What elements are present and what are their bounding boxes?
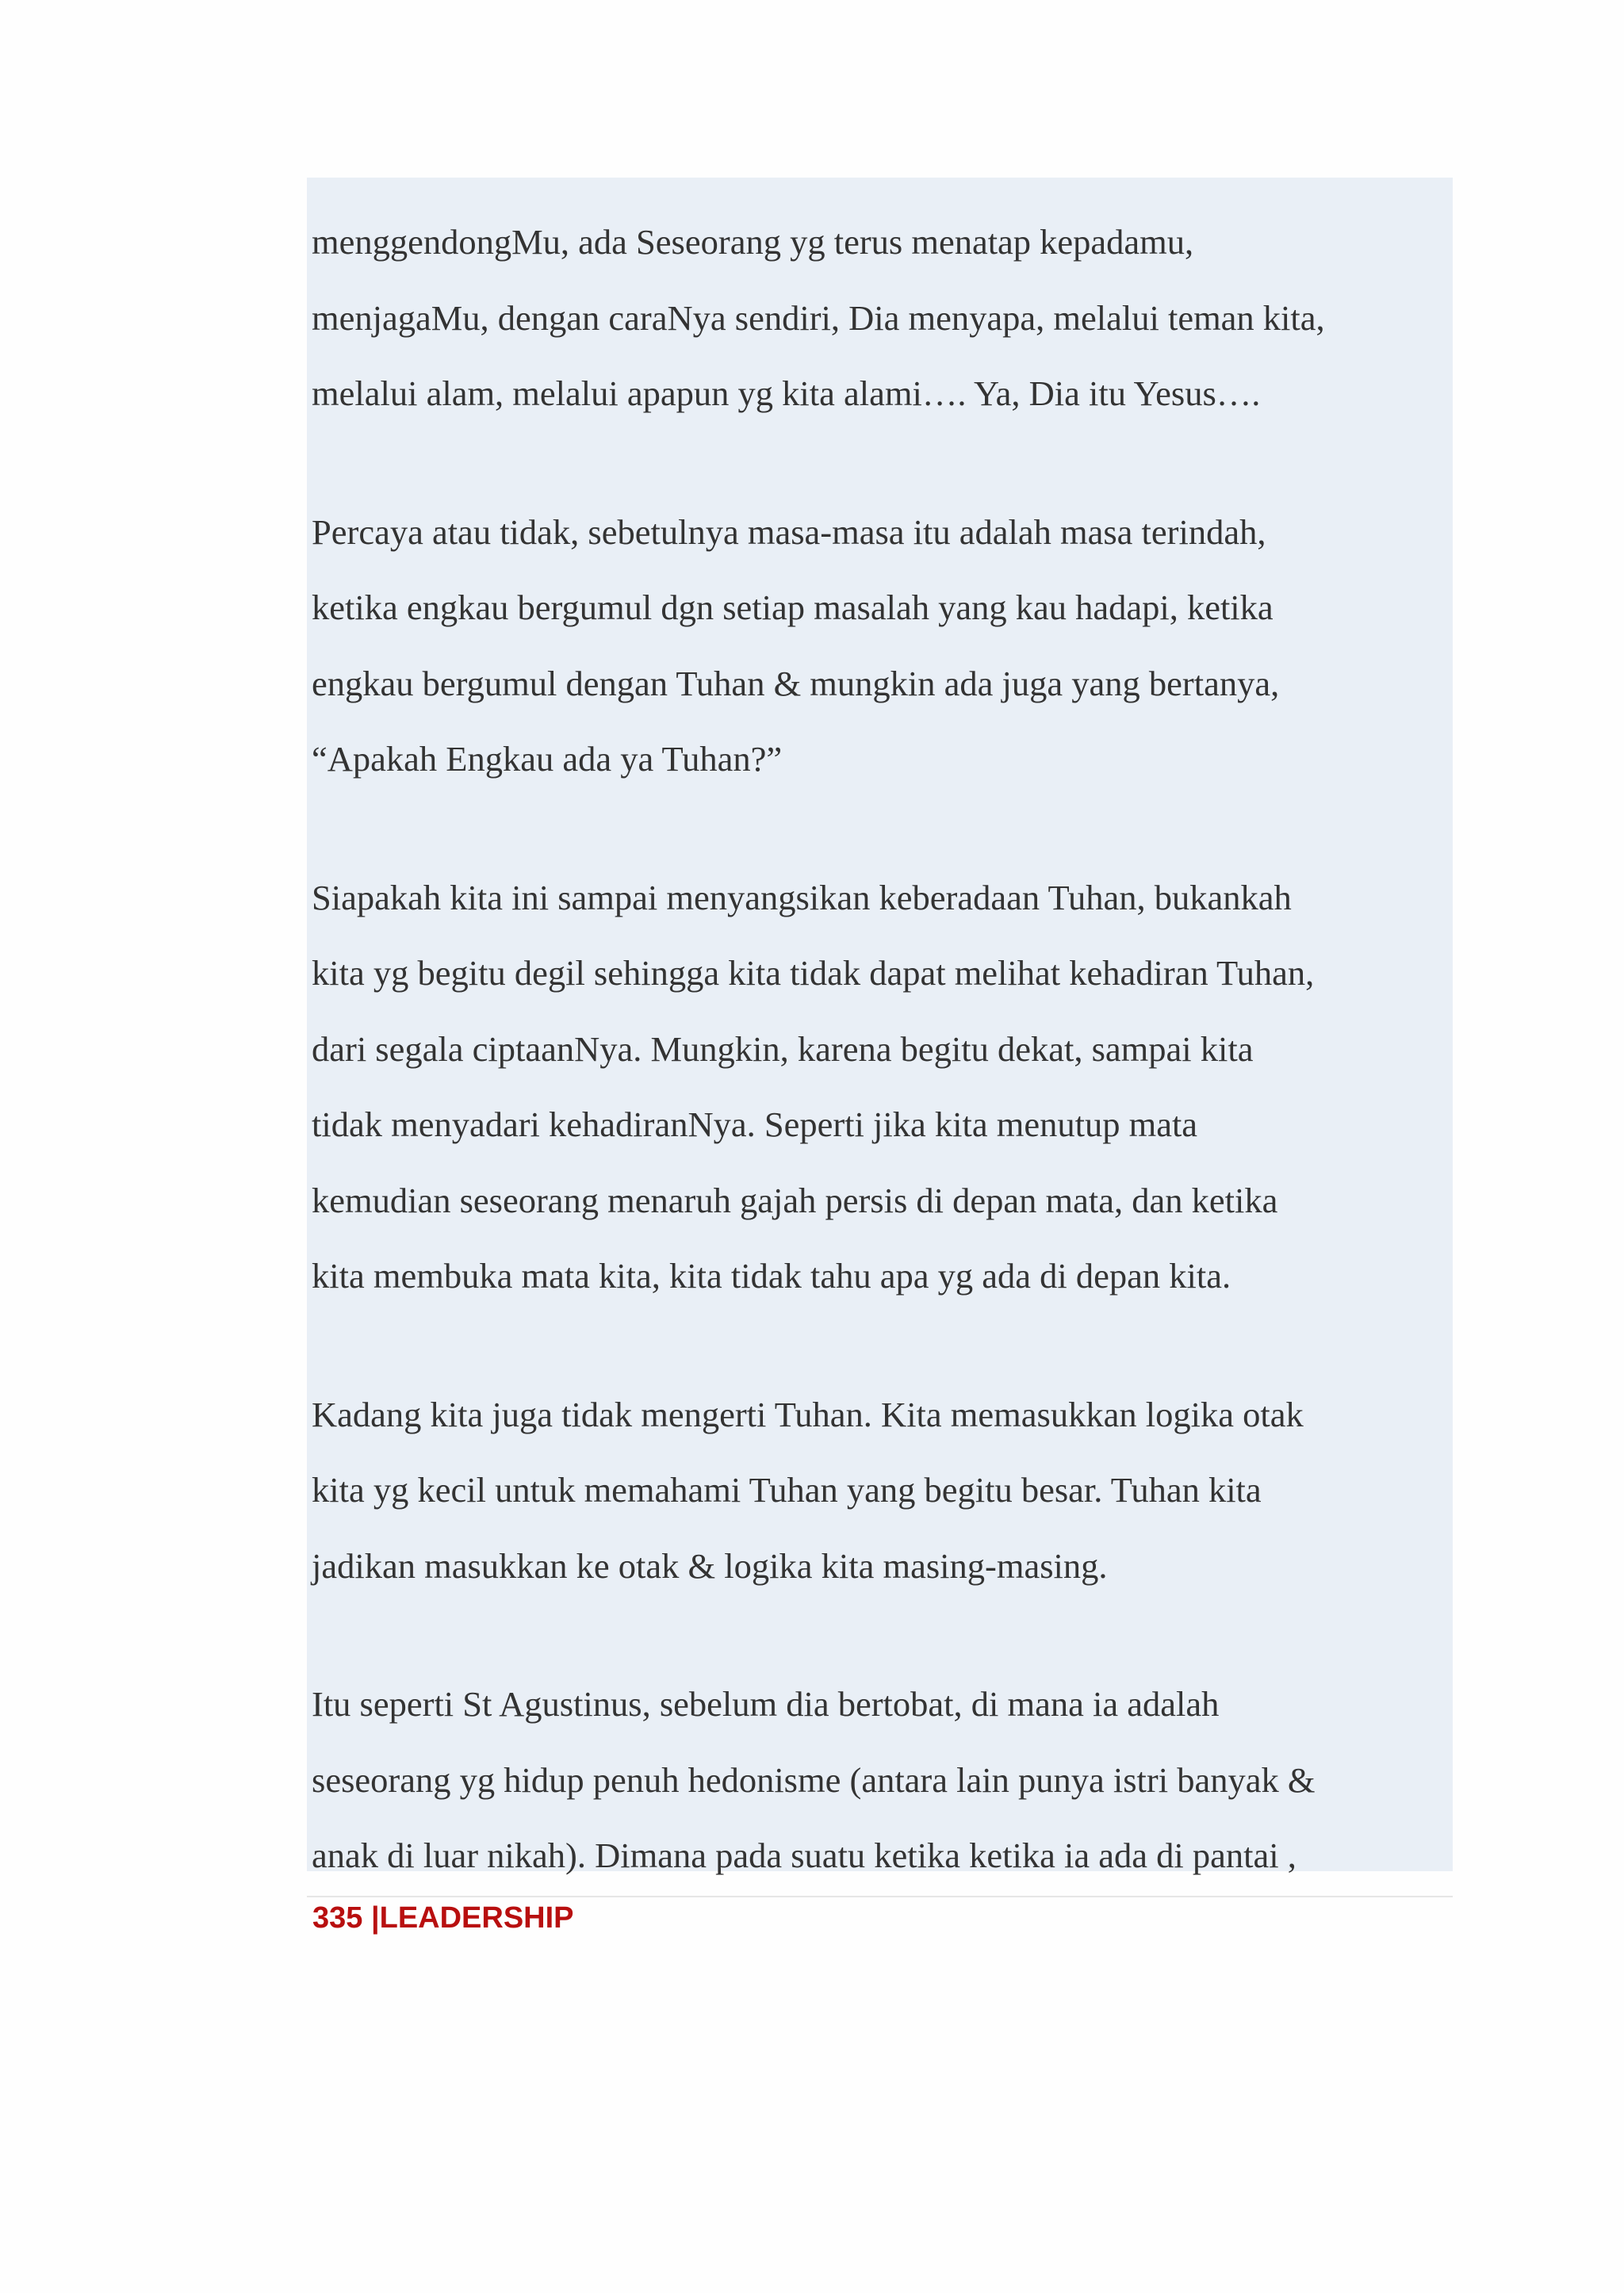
text-line: Percaya atau tidak, sebetulnya masa-masa itu adalah masa terindah, xyxy=(312,511,1266,552)
text-line: menggendongMu, ada Seseorang yg terus menatap kepadamu, xyxy=(312,222,1194,262)
text-line: tidak menyadari kehadiranNya. Seperti jika kita menutup mata xyxy=(312,1104,1198,1144)
text-line: kita membuka mata kita, kita tidak tahu apa yg ada di depan kita. xyxy=(312,1256,1231,1296)
body-text xyxy=(312,205,1454,1894)
footer-section-title: LEADERSHIP xyxy=(379,1901,574,1935)
text-line: melalui alam, melalui apapun yg kita alami…. Ya, Dia itu Yesus…. xyxy=(312,373,1261,413)
page-number: 335 xyxy=(312,1901,363,1935)
paragraph-gap xyxy=(312,1604,1454,1667)
text-line: jadikan masukkan ke otak & logika kita masing-masing. xyxy=(312,1545,1108,1586)
text-line: engkau bergumul dengan Tuhan & mungkin ada juga yang bertanya, xyxy=(312,663,1280,703)
text-line: ketika engkau bergumul dgn setiap masalah yang kau hadapi, ketika xyxy=(312,588,1274,627)
paragraph xyxy=(312,1377,1454,1605)
paragraph-gap xyxy=(312,1315,1454,1377)
text-line: anak di luar nikah). Dimana pada suatu ketika ketika ia ada di pantai , xyxy=(312,1836,1297,1875)
text-line: “Apakah Engkau ada ya Tuhan?” xyxy=(312,739,783,779)
paragraph xyxy=(312,205,1454,432)
text-line: Kadang kita juga tidak mengerti Tuhan. Kita memasukkan logika otak xyxy=(312,1394,1304,1434)
text-line: seseorang yg hidup penuh hedonisme (antara lain punya istri banyak & xyxy=(312,1759,1316,1800)
paragraph xyxy=(312,1667,1454,1894)
footer-separator: | xyxy=(362,1901,380,1935)
paragraph xyxy=(312,495,1454,798)
text-line: kita yg kecil untuk memahami Tuhan yang begitu besar. Tuhan kita xyxy=(312,1470,1262,1510)
text-line: kemudian seseorang menaruh gajah persis di depan mata, dan ketika xyxy=(312,1180,1278,1220)
footer-divider xyxy=(307,1896,1453,1897)
text-line: dari segala ciptaanNya. Mungkin, karena begitu dekat, sampai kita xyxy=(312,1028,1254,1069)
page-footer xyxy=(312,1901,574,1935)
paragraph-gap xyxy=(312,432,1454,495)
paragraph-gap xyxy=(312,798,1454,860)
text-line: menjagaMu, dengan caraNya sendiri, Dia menyapa, melalui teman kita, xyxy=(312,297,1325,338)
paragraph xyxy=(312,860,1454,1315)
text-line: kita yg begitu degil sehingga kita tidak dapat melihat kehadiran Tuhan, xyxy=(312,953,1315,993)
text-line: Siapakah kita ini sampai menyangsikan keberadaan Tuhan, bukankah xyxy=(312,877,1292,917)
text-line: Itu seperti St Agustinus, sebelum dia bertobat, di mana ia adalah xyxy=(312,1684,1220,1724)
